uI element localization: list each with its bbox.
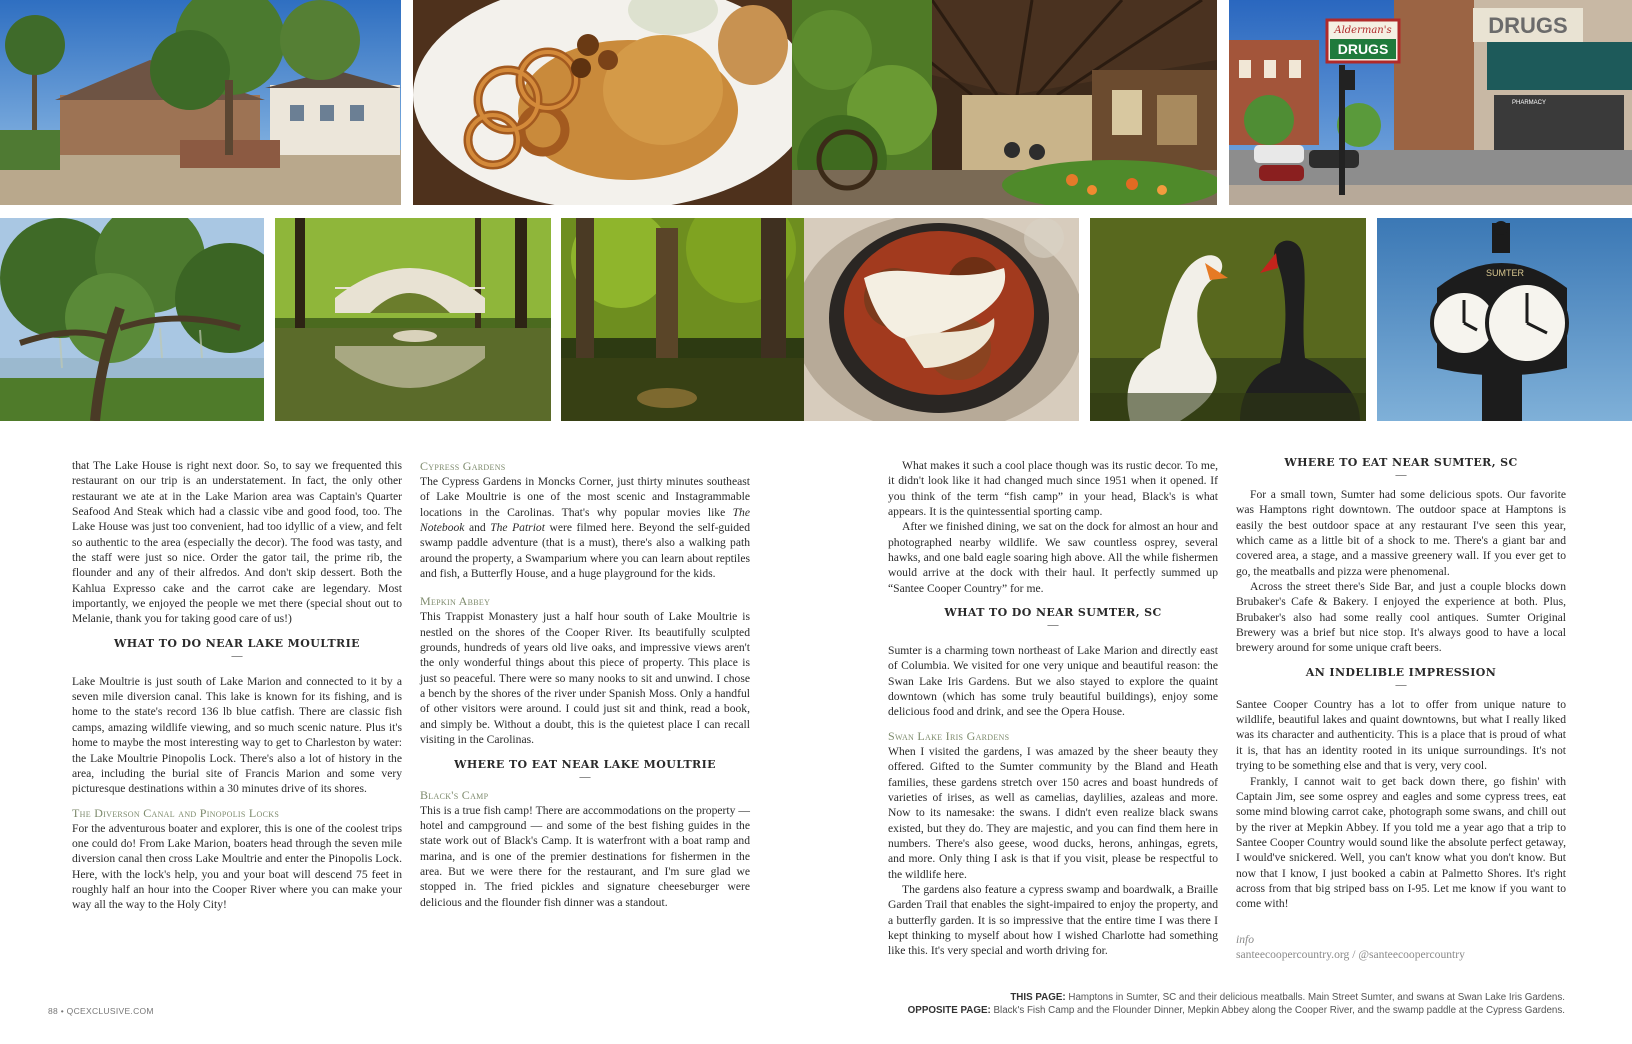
cypress-swamp-photo <box>561 218 804 421</box>
awning-text: PHARMACY <box>1511 100 1547 106</box>
body-paragraph: Lake Moultrie is just south of Lake Marion and connected to it by a seven mile diversion canal. This lake is known for its fishing, and is home to the state's record 136 lb blue catfish. There are classic fish camps, amazing wildlife viewing, and so much scenic nature. Plus it's home to maybe the most interesting way to get to Charleston by water: the Lake Moultrie Pinopolis Lock. There's also a lot of history in the area, including the burial site of Francis Marion and some very picturesque destinations within a 30 minutes drive of its shores. <box>72 674 402 796</box>
heading-dash: — <box>579 770 591 783</box>
film-title: The Patriot <box>490 521 545 535</box>
photo-captions <box>908 991 1565 1017</box>
body-paragraph: Across the street there's Side Bar, and just a couple blocks down Brubaker's Cafe & Bakery. I enjoyed the experience at both. Plus, Brubaker's also had some really cool antiques. Sumter Original Brewery was a brief but nice stop. It's always good to have a local brewery around for some unique craft beers. <box>1236 580 1566 655</box>
heading-dash: — <box>1395 469 1407 481</box>
body-paragraph: The gardens also feature a cypress swamp and boardwalk, a Braille Garden Trail that enables the sight-impaired to enjoy the property, and a butterfly garden. It is so impressive that the entire time I was there I kept thinking to myself about how I wished Charlotte had something like this. It's very special and worth driving for. <box>888 882 1218 958</box>
body-paragraph: Santee Cooper Country has a lot to offer from unique nature to wildlife, beautiful lakes and quaint downtowns, but what I really liked was its character and authenticity. This is a place that is proud of what it is, that has an identity rooted in its unique surroundings. It's not trying to be something else and that is very, very cool. <box>1236 697 1566 773</box>
section-heading: WHAT TO DO NEAR SUMTER, SC <box>944 606 1162 620</box>
body-paragraph: Frankly, I cannot wait to get back down there, go fishin' with Captain Jim, see some osprey and eagles and some cypress trees, eat some mind blowing carrot cake, photograph some swans, and chill out by the river at Mepkin Abbey. If you told me a year ago that a trip to Santee Cooper Country would sound like the absolute perfect getaway, I would've snickered. Well, you can't know what you don't know. But now that I know, I just booked a cabin at Palmetto Shores. It's right across from that big striped bass on I-95. Let me know if you want to come with! <box>1236 774 1566 911</box>
heading-dash: — <box>1047 619 1059 632</box>
opposite-page-caption: OPPOSITE PAGE: Black's Fish Camp and the Flounder Dinner, Mepkin Abbey along the Cooper River, and the swamp paddle at the Cypress Gardens. <box>907 1005 1565 1016</box>
clock-sign-text: SUMTER <box>1486 268 1524 278</box>
section-heading: WHAT TO DO NEAR LAKE MOULTRIE <box>114 636 360 650</box>
meatballs-skillet-photo <box>804 218 1079 421</box>
subheading: Swan Lake Iris Gardens <box>888 728 1010 743</box>
flounder-dinner-photo <box>413 0 792 205</box>
aldermans-drugs-photo <box>1229 0 1632 205</box>
this-page-caption: THIS PAGE: Hamptons in Sumter, SC and their delicious meatballs. Main Street Sumter, and swans at Swan Lake Iris Gardens. <box>1010 992 1565 1003</box>
body-paragraph: This Trappist Monastery just a half hour south of Lake Moultrie is nestled on the shores of the Cooper River. Its beautifully sculpted grounds, hundreds of years old live oaks, and impressive views aren't the only wonderful things about this piece of property. This place is just so peaceful. There were so many nooks to sit and unwind. I chose a bench by the shores of the river under Spanish Moss. Only a handful of other visitors were around. I could just sit and think, read a book, and simply be. Without a doubt, this is the quietest place I can recall visiting in the Carolinas. <box>420 610 750 747</box>
sign-script-text: Alderman's <box>1334 25 1392 36</box>
body-paragraph: For the adventurous boater and explorer, this is one of the coolest trips one could do! From Lake Marion, boaters head through the seven mile diversion canal then cross Lake Moultrie and enter the Pinopolis Lock. Here, with the lock's help, you and your boat will descend 75 feet in roughly half an hour into the Cooper River where you can make your way all the way to the Holy City! <box>72 821 402 912</box>
swans-photo <box>1090 218 1366 421</box>
body-paragraph: Sumter is a charming town northeast of Lake Marion and directly east of Columbia. We visited for one very unique and beautiful reason: the Swan Lake Iris Gardens. But we also stayed to explore the quaint downtown (which has some truly beautiful buildings), enjoy some delicious food and drink, and see the Opera House. <box>888 644 1218 719</box>
body-paragraph: After we finished dining, we sat on the dock for almost an hour and photographed nearby wildlife. We saw countless osprey, several hawks, and one bald eagle soaring high above. All the while fishermen would arrive at the dock with their haul. It perfectly summed up “Santee Cooper Country” for me. <box>888 520 1218 595</box>
info-label: info <box>1236 932 1255 946</box>
lake-house-photo <box>0 0 401 205</box>
body-paragraph: What makes it such a cool place though was its rustic decor. To me, it didn't look like it had changed much since 1951 when it opened. If you think of the term “fish camp” in your head, Black's is what appears. It is the quintessential sporting camp. <box>888 459 1218 519</box>
section-heading: WHERE TO EAT NEAR LAKE MOULTRIE <box>454 757 716 771</box>
article-column-2 <box>420 458 750 910</box>
cypress-bridge-photo <box>275 218 551 421</box>
mepkin-abbey-oaks-photo <box>0 218 264 421</box>
section-heading: AN INDELIBLE IMPRESSION <box>1305 665 1497 679</box>
body-paragraph: The Cypress Gardens in Moncks Corner, just thirty minutes southeast of Lake Moultrie is one of the most scenic and Instagrammable locations in the Carolinas. That's why popular movies like The Notebook and The Patriot were filmed here. Beyond the self-guided swamp paddle adventure (that is a must), there's also a walking path around the property, a Swamparium where you can learn about reptiles and fish, a Butterfly House, and a huge playground for the kids. <box>420 475 750 581</box>
subheading: Black's Camp <box>420 787 489 802</box>
heading-dash: — <box>1395 678 1407 691</box>
body-paragraph: When I visited the gardens, I was amazed by the sheer beauty they offered. Gifted to the Sumter community by the Bland and Heath families, these gardens stretch over 150 acres and boast hundreds of varieties of irises, as well as camelias, daylilies, azaleas and more. Now to its namesake: the swans. I didn't even realize black swans existed, but they do. They are majestic, and you can find them here in numbers. There's also geese, wood ducks, herons, anhingas, egrets, and more. Only thing I ask is that if you visit, please be respectful to the wildlife here. <box>888 744 1218 881</box>
page-folio: 88 • QCEXCLUSIVE.COM <box>48 1006 154 1016</box>
body-paragraph: This is a true fish camp! There are accommodations on the property — hotel and campground — and some of the best fishing guides in the state work out of Black's Camp. It is waterfront with a boat ramp and marina, and is one of the premier destinations for fishermen in the area. But we were there for the restaurant, and I'm sure glad we stopped in. The fried pickles and signature cheeseburger were delicious and the flounder fish dinner was a standout. <box>420 803 750 909</box>
article-column-4 <box>1236 456 1566 962</box>
sign-main-text: DRUGS <box>1337 41 1389 57</box>
heading-dash: — <box>231 649 243 662</box>
body-paragraph: that The Lake House is right next door. So, to say we frequented this restaurant on our trip is an understatement. In fact, the only other restaurant we ate at in the Lake Marion area was Captain's Quarter Seafood And Steak which had a classic vibe and good food, too. The Lake House was just too convenient, had too idyllic of a view, and felt so authentic to the area (especially the decor). The food was tasty, and the staff were just so nice. Order the gator tail, the prime rib, the flounder and any of their alfredos. And don't skip dessert. Both the Kahlua Expresso cake and the carrot cake are legendary. Most importantly, we enjoyed the people we met there (special shout out to Melanie, thank you for taking good care of us!) <box>72 459 402 626</box>
article-column-3 <box>888 458 1218 959</box>
subheading: Mepkin Abbey <box>420 594 491 609</box>
info-links[interactable]: santeecoopercountry.org / @santeecoopercountry <box>1236 947 1465 961</box>
subheading: Cypress Gardens <box>420 459 506 473</box>
subheading: The Diverson Canal and Pinopolis Locks <box>72 805 280 820</box>
blacks-camp-patio-photo <box>792 0 1217 205</box>
film-title: The Notebook <box>420 505 750 535</box>
sign-side-text: DRUGS <box>1488 13 1568 38</box>
sumter-clock-photo <box>1377 218 1632 421</box>
section-heading: WHERE TO EAT NEAR SUMTER, SC <box>1284 456 1518 469</box>
body-paragraph: For a small town, Sumter had some delicious spots. Our favorite was Hamptons right downtown. The outdoor space at Hamptons is easily the best outdoor space at any restaurant I've seen this year, which came as a little bit of a shock to me. There's a giant bar and covered area, a stage, and a massive greenery wall. If you ever get to go, the meatballs and pizza were phenomenal. <box>1236 488 1566 578</box>
article-column-1 <box>72 458 402 913</box>
